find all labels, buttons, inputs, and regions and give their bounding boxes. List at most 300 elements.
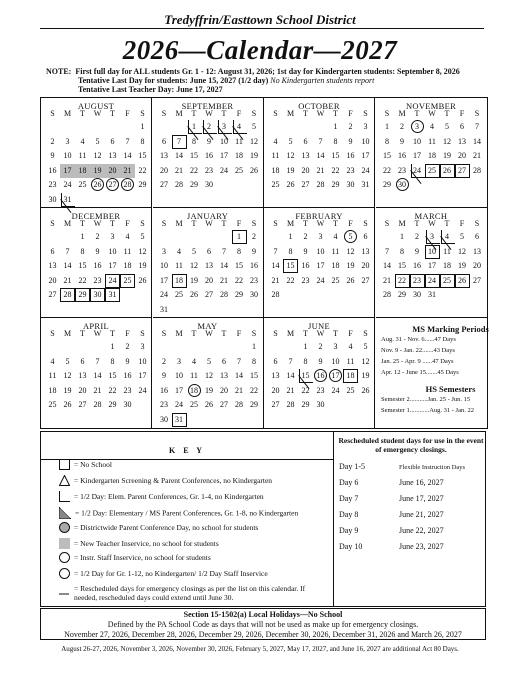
key-text: = 1/2 Day for Gr. 1-12, no Kindergarten/ 1/2 Day Staff Inservice <box>74 569 268 579</box>
day-cell: 21 <box>383 275 391 285</box>
day-cell: 3 <box>217 120 232 134</box>
weekday-label: F <box>236 109 242 118</box>
key-text: = No School <box>74 460 112 470</box>
weekday-label: T <box>303 109 308 118</box>
day-cell: 6 <box>273 356 278 366</box>
weekday-label: F <box>459 109 465 118</box>
month-name: NOVEMBER <box>405 101 457 111</box>
day-cell: 31 <box>172 413 187 427</box>
day-cell: 16 <box>160 385 168 395</box>
weekday-label: W <box>93 109 102 118</box>
holidays-title: Section 15-1502(a) Local Holidays—No School <box>183 610 343 619</box>
day-cell: 15 <box>398 261 406 270</box>
day-cell: 29 <box>383 180 391 189</box>
day-cell: 30 <box>395 178 410 192</box>
day-cell: 25 <box>190 400 198 409</box>
weekday-label: W <box>205 329 213 338</box>
weekday-label: T <box>303 329 308 338</box>
day-cell: 24 <box>220 165 228 175</box>
day-cell: 28 <box>473 165 481 175</box>
day-cell: 2 <box>348 122 353 131</box>
day-grid <box>268 340 373 428</box>
day-cell: 19 <box>250 151 258 160</box>
day-cell: 28 <box>93 400 102 409</box>
day-cell: 15 <box>108 371 117 380</box>
day-cell: 22 <box>78 275 87 285</box>
day-cell: 14 <box>175 151 183 160</box>
day-cell: 1 <box>80 232 85 241</box>
day-cell: 19 <box>205 385 213 395</box>
day-cell: 16 <box>48 165 57 175</box>
day-cell: 15 <box>250 371 258 380</box>
day-cell: 29 <box>190 180 198 189</box>
key-text: = Instr. Staff Inservice, no school for students <box>74 553 211 563</box>
weekday-label: M <box>286 219 295 228</box>
day-cell: 7 <box>318 136 323 146</box>
weekday-label: S <box>50 329 55 338</box>
month-october <box>264 98 375 208</box>
day-cell: 4 <box>125 232 130 241</box>
day-cell: 20 <box>48 275 57 285</box>
rescheduled-day: Day 7 <box>339 494 359 503</box>
day-cell: 15 <box>383 151 391 160</box>
rescheduled-date: Flexible Instruction Days <box>399 464 466 471</box>
day-cell: 21 <box>120 164 135 178</box>
day-cell: 12 <box>93 151 102 160</box>
weekday-label: F <box>236 329 242 338</box>
day-cell: 20 <box>271 385 280 395</box>
weekday-label: T <box>191 219 197 228</box>
day-cell: 14 <box>473 136 481 146</box>
day-cell: 11 <box>331 246 340 256</box>
day-cell: 20 <box>361 261 370 270</box>
day-cell: 19 <box>90 164 105 178</box>
day-cell: 17 <box>413 151 421 160</box>
day-cell: 27 <box>361 275 370 285</box>
day-cell: 31 <box>160 304 168 314</box>
day-cell: 8 <box>140 136 145 146</box>
day-cell: 22 <box>250 385 258 395</box>
day-cell: 26 <box>286 180 295 189</box>
weekday-label: S <box>363 329 368 338</box>
weekday-label: S <box>384 219 390 228</box>
day-cell: 14 <box>220 261 228 270</box>
day-cell: 8 <box>400 246 404 256</box>
day-cell: 6 <box>475 232 479 241</box>
day-cell: 16 <box>93 261 102 270</box>
weekday-label: F <box>348 329 353 338</box>
day-cell: 27 <box>473 275 481 285</box>
rescheduled-date: June 16, 2027 <box>399 478 444 487</box>
day-cell: 24 <box>316 275 325 285</box>
day-cell: 11 <box>271 151 280 160</box>
day-cell: 22 <box>138 165 147 175</box>
weekday-label: M <box>63 329 72 338</box>
day-cell: 23 <box>123 385 132 395</box>
day-cell: 19 <box>361 371 370 380</box>
day-cell: 14 <box>63 261 72 270</box>
month-january <box>153 208 264 318</box>
day-grid <box>268 120 373 208</box>
day-cell: 2 <box>252 232 256 241</box>
day-cell: 27 <box>160 180 168 189</box>
day-cell: 9 <box>348 136 353 146</box>
day-cell: 15 <box>235 261 243 270</box>
day-cell: 26 <box>63 400 72 409</box>
day-cell: 30 <box>160 414 168 424</box>
weekday-label: W <box>93 329 102 338</box>
day-cell: 30 <box>90 288 105 302</box>
day-cell: 8 <box>333 136 338 146</box>
day-cell: 6 <box>303 136 308 146</box>
day-cell: 22 <box>190 165 198 175</box>
day-cell: 16 <box>346 151 355 160</box>
weekday-label: S <box>140 329 145 338</box>
day-grid <box>268 230 373 318</box>
day-cell: 17 <box>361 151 370 160</box>
tri-outline-icon <box>59 475 70 488</box>
weekday-label: T <box>414 219 420 228</box>
day-cell: 17 <box>316 261 325 270</box>
rescheduled-day: Day 8 <box>339 510 359 519</box>
month-march <box>376 208 487 318</box>
key-item <box>59 552 211 565</box>
month-august <box>41 98 152 208</box>
day-cell: 4 <box>348 342 353 351</box>
day-cell: 20 <box>78 385 87 395</box>
day-cell: 18 <box>75 164 90 178</box>
day-cell: 17 <box>328 369 343 383</box>
day-cell: 14 <box>316 151 325 160</box>
key-item <box>59 568 268 581</box>
day-cell: 25 <box>346 385 355 395</box>
weekday-label: T <box>110 219 115 228</box>
day-cell: 12 <box>250 136 258 146</box>
day-cell: 22 <box>383 165 391 175</box>
day-cell: 24 <box>105 274 120 288</box>
day-cell: 4 <box>333 232 338 241</box>
header-rule <box>40 28 484 29</box>
day-cell: 30 <box>205 180 213 189</box>
day-cell: 20 <box>473 261 481 270</box>
month-april <box>41 318 152 428</box>
day-cell: 16 <box>398 151 406 160</box>
marking-periods <box>374 320 520 427</box>
day-cell: 27 <box>78 400 87 409</box>
rescheduled-row <box>339 462 465 471</box>
day-cell: 4 <box>50 356 55 366</box>
day-cell: 23 <box>316 385 325 395</box>
day-cell: 4 <box>80 136 85 146</box>
semester-line: Semester 1............Aug. 31 - Jan. 22 <box>381 407 474 414</box>
key-item <box>59 538 219 551</box>
day-cell: 24 <box>138 385 147 395</box>
day-cell: 30 <box>123 400 132 409</box>
weekday-label: M <box>63 109 72 118</box>
day-cell: 3 <box>318 232 323 241</box>
day-cell: 22 <box>108 385 117 395</box>
day-cell: 5 <box>140 232 145 241</box>
day-cell: 28 <box>175 180 183 189</box>
weekday-label: M <box>175 219 183 228</box>
weekday-label: S <box>161 329 167 338</box>
day-cell: 17 <box>428 261 436 270</box>
weekday-label: T <box>221 109 227 118</box>
day-cell: 21 <box>286 385 295 395</box>
day-cell: 9 <box>50 151 55 160</box>
day-cell: 14 <box>93 371 102 380</box>
day-cell: 3 <box>65 136 70 146</box>
day-cell: 18 <box>123 261 132 270</box>
day-cell: 4 <box>177 246 181 256</box>
marking-line: Aug. 31 - Nov. 6......47 Days <box>381 336 456 343</box>
weekday-label: F <box>459 219 465 228</box>
day-cell: 23 <box>410 274 425 288</box>
day-cell: 10 <box>331 356 340 366</box>
month-december <box>41 208 152 318</box>
day-cell: 29 <box>301 400 310 409</box>
day-cell: 3 <box>140 342 145 351</box>
day-cell: 4 <box>273 136 278 146</box>
day-cell: 12 <box>63 371 72 380</box>
day-cell: 2 <box>50 136 55 146</box>
day-cell: 8 <box>303 356 308 366</box>
day-cell: 13 <box>361 246 370 256</box>
month-september <box>153 98 264 208</box>
day-cell: 22 <box>301 385 310 395</box>
day-cell: 21 <box>175 165 183 175</box>
weekday-label: S <box>474 109 480 118</box>
rescheduled-row <box>339 526 444 535</box>
day-cell: 14 <box>123 151 132 160</box>
underline-icon <box>59 584 70 597</box>
day-cell: 30 <box>316 400 325 409</box>
day-grid <box>157 120 262 208</box>
day-cell: 8 <box>385 136 389 146</box>
day-cell: 12 <box>361 356 370 366</box>
weekday-label: S <box>363 109 368 118</box>
day-cell: 23 <box>160 400 168 409</box>
day-cell: 4 <box>430 122 434 131</box>
day-cell: 3 <box>162 246 166 256</box>
day-cell: 18 <box>428 151 436 160</box>
day-cell: 1 <box>110 342 115 351</box>
gray-box-icon <box>59 538 70 551</box>
day-cell: 9 <box>162 371 166 380</box>
day-cell: 15 <box>283 259 298 273</box>
day-grid <box>157 340 262 428</box>
day-cell: 20 <box>220 385 228 395</box>
day-cell: 3 <box>177 356 181 366</box>
day-cell: 10 <box>413 136 421 146</box>
day-cell: 18 <box>331 261 340 270</box>
weekday-label: T <box>303 219 308 228</box>
day-cell: 23 <box>398 165 406 175</box>
key-item <box>59 507 298 521</box>
day-cell: 12 <box>190 261 198 270</box>
day-cell: 26 <box>138 275 147 285</box>
day-cell: 7 <box>273 246 278 256</box>
day-cell: 23 <box>301 275 310 285</box>
day-cell: 6 <box>207 246 211 256</box>
day-cell: 20 <box>105 164 120 178</box>
day-cell: 18 <box>172 274 187 288</box>
day-cell: 28 <box>220 290 228 299</box>
day-cell: 28 <box>271 290 280 299</box>
day-cell: 17 <box>220 151 228 160</box>
weekday-label: W <box>93 219 102 228</box>
day-cell: 13 <box>473 246 481 256</box>
day-cell: 5 <box>95 136 100 146</box>
day-cell: 19 <box>443 151 451 160</box>
day-cell: 10 <box>108 246 117 256</box>
day-grid <box>45 230 150 318</box>
day-cell: 15 <box>138 151 147 160</box>
day-cell: 5 <box>207 356 211 366</box>
weekday-label: S <box>273 219 278 228</box>
day-cell: 17 <box>60 164 75 178</box>
rescheduled-date: June 21, 2027 <box>399 510 444 519</box>
holidays-line-2: November 27, 2026, December 28, 2026, December 29, 2026, December 30, 2026, December 31, 2026 and March 26, 2027 <box>64 630 462 639</box>
day-cell: 10 <box>361 136 370 146</box>
rescheduled-date: June 23, 2027 <box>399 542 444 551</box>
day-cell: 6 <box>363 232 368 241</box>
day-grid <box>380 120 485 208</box>
day-cell: 18 <box>343 369 358 383</box>
day-cell: 24 <box>175 400 183 409</box>
day-cell: 28 <box>286 400 295 409</box>
day-cell: 19 <box>138 261 147 270</box>
calendar-title: 2026—Calendar—2027 <box>122 35 398 65</box>
day-cell: 22 <box>235 275 243 285</box>
day-cell: 9 <box>207 136 211 146</box>
day-cell: 12 <box>346 246 355 256</box>
day-cell: 3 <box>333 342 338 351</box>
day-cell: 13 <box>301 151 310 160</box>
day-cell: 6 <box>460 122 464 131</box>
day-cell: 29 <box>398 290 406 299</box>
day-cell: 26 <box>440 164 455 178</box>
rescheduled-title: Rescheduled student days for use in the event of emergency closings. <box>338 436 484 454</box>
rescheduled-day: Day 1-5 <box>339 462 365 471</box>
day-cell: 2 <box>303 232 308 241</box>
day-cell: 23 <box>346 165 355 175</box>
day-cell: 8 <box>80 246 85 256</box>
day-cell: 16 <box>250 261 258 270</box>
day-cell: 25 <box>425 164 440 178</box>
day-cell: 9 <box>252 246 256 256</box>
day-cell: 11 <box>428 136 436 146</box>
weekday-label: W <box>316 219 325 228</box>
day-cell: 1 <box>303 342 308 351</box>
day-cell: 11 <box>78 151 87 160</box>
day-cell: 13 <box>160 151 168 160</box>
day-cell: 23 <box>205 165 213 175</box>
day-cell: 11 <box>443 246 451 256</box>
day-cell: 6 <box>222 356 226 366</box>
gray-circle-icon <box>59 522 70 535</box>
day-cell: 16 <box>313 369 328 383</box>
day-cell: 12 <box>458 246 466 256</box>
day-grid <box>157 230 262 318</box>
key-title: K E Y <box>168 446 206 455</box>
day-cell: 21 <box>63 275 72 285</box>
weekday-label: S <box>384 109 390 118</box>
semesters-title: HS Semesters <box>425 384 476 394</box>
day-cell: 7 <box>125 136 130 146</box>
day-grid <box>45 120 150 208</box>
day-cell: 30 <box>48 194 57 204</box>
day-cell: 19 <box>63 385 72 395</box>
day-cell: 26 <box>250 165 258 175</box>
day-cell: 18 <box>235 151 243 160</box>
month-name: MAY <box>197 321 218 331</box>
day-cell: 14 <box>271 261 280 270</box>
day-cell: 3 <box>410 120 425 134</box>
day-cell: 25 <box>120 274 135 288</box>
day-cell: 29 <box>138 180 147 189</box>
key-text: = 1/2 Day: Elementary / MS Parent Conferences, Gr. 1-8, no Kindergarten <box>75 508 299 518</box>
month-name: FEBRUARY <box>295 211 343 221</box>
day-cell: 19 <box>286 165 295 175</box>
day-cell: 28 <box>60 288 75 302</box>
weekday-label: F <box>348 219 353 228</box>
day-cell: 13 <box>205 261 213 270</box>
day-cell: 12 <box>205 371 213 380</box>
weekday-label: S <box>251 109 257 118</box>
day-cell: 19 <box>458 261 466 270</box>
day-cell: 24 <box>361 165 370 175</box>
day-cell: 17 <box>175 385 183 395</box>
weekday-label: T <box>110 109 115 118</box>
day-cell: 9 <box>415 246 419 256</box>
rescheduled-row <box>339 494 444 503</box>
day-cell: 1 <box>288 232 293 241</box>
day-cell: 26 <box>205 400 213 409</box>
weekday-label: M <box>175 329 183 338</box>
day-cell: 10 <box>138 356 147 366</box>
day-cell: 7 <box>65 246 70 256</box>
day-cell: 10 <box>316 246 325 256</box>
day-cell: 12 <box>443 136 451 146</box>
key-item <box>59 491 264 504</box>
day-cell: 11 <box>190 371 198 380</box>
weekday-label: T <box>444 219 450 228</box>
day-cell: 1 <box>400 232 404 241</box>
weekday-label: W <box>316 329 325 338</box>
day-cell: 11 <box>235 136 243 146</box>
weekday-label: S <box>50 219 55 228</box>
day-cell: 27 <box>455 164 470 178</box>
weekday-label: F <box>236 219 242 228</box>
note-line-1: NOTE: First full day for ALL students Gr. 1 - 12: August 31, 2026; 1st day for Kindergarten students: September 8, 2026 <box>46 67 460 76</box>
day-cell: 31 <box>361 180 370 189</box>
weekday-label: M <box>63 219 72 228</box>
day-cell: 17 <box>138 371 147 380</box>
day-cell: 4 <box>232 120 247 134</box>
day-cell: 9 <box>318 356 323 366</box>
corner-slash-icon <box>59 507 71 521</box>
day-cell: 6 <box>80 356 85 366</box>
weekday-label: S <box>363 219 368 228</box>
months-grid <box>40 97 488 429</box>
day-cell: 25 <box>440 274 455 288</box>
holidays-line-1: Defined by the PA School Code as days that will not be used as make up for emergency closings. <box>107 620 419 629</box>
day-cell: 1 <box>333 122 338 131</box>
weekday-label: W <box>428 219 436 228</box>
month-june <box>264 318 375 428</box>
key-text: = New Teacher Inservice, no school for students <box>74 539 219 549</box>
